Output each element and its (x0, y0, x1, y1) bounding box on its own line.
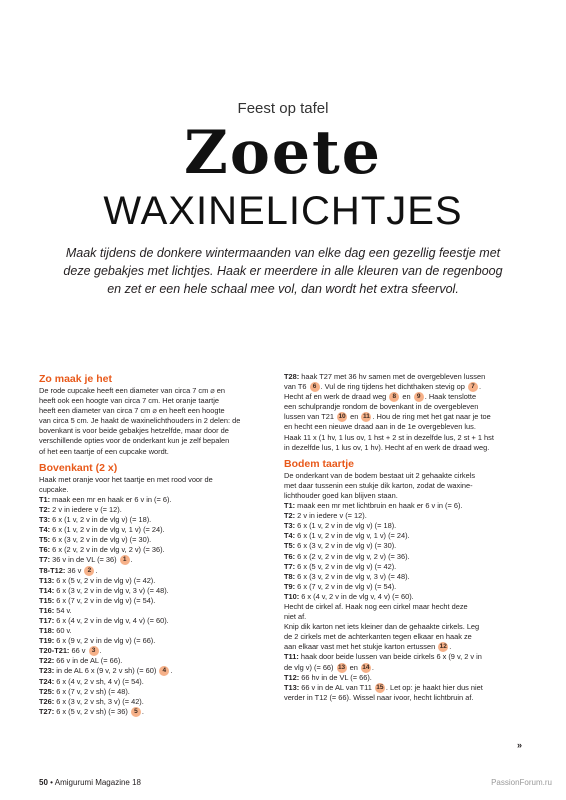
text-line: een schulprandje rondom de bovenkant in de overgebleven (284, 402, 479, 412)
pattern-row (39, 656, 272, 666)
text-line (284, 652, 520, 662)
row-text: 6 x (3 v, 2 v in de vlg v) (= 30). (52, 535, 152, 545)
bodem-intro (284, 471, 520, 501)
row-text: en (402, 392, 411, 402)
row-text: 6 x (9 v, 2 v in de vlg v) (= 66). (56, 636, 156, 646)
row-text: 66 v in de AL (= 66). (56, 656, 123, 666)
row-text: 66 v in de AL van T11 (301, 682, 372, 692)
row-label: T3: (39, 515, 51, 525)
row-label: T2: (39, 504, 51, 514)
watermark: PassionForum.ru (491, 778, 552, 787)
pattern-row: T8-T12: 36 v 2 . (39, 565, 98, 575)
step-badge: 4 (159, 666, 169, 676)
pattern-row (284, 582, 520, 592)
pattern-row (39, 677, 272, 687)
pattern-row (39, 586, 272, 596)
intro-text: Maak tijdens de donkere wintermaanden van elke dag een gezellig feestje met deze gebakjes met lichtjes. Haak er meerdere in alle kleuren van de regenboog en zet er een hele schaal mee vol, dan wordt het extra sfeervol. (63, 246, 503, 296)
pattern-row (284, 572, 520, 582)
row-text: haak T27 met 36 hv samen met de overgebleven lussen (301, 372, 486, 381)
step-badge: 9 (414, 392, 424, 402)
text-line: De onderkant van de bodem bestaat uit 2 gehaakte cirkels (284, 470, 476, 480)
row-label: T10: (284, 591, 300, 601)
row-text: 6 x (7 v, 2 v in de vlg v) (= 54). (56, 595, 156, 605)
step-badge: 14 (362, 663, 370, 671)
row-text: 6 x (7 v, 2 v sh) (= 48). (56, 686, 130, 696)
pattern-row (284, 521, 520, 531)
row-label: T7: (39, 555, 51, 565)
row-label: T18: (39, 626, 55, 636)
row-label: T11: (284, 652, 299, 662)
row-text: 6 x (3 v, 2 v sh, 3 v) (= 42). (56, 696, 144, 706)
row-label: T14: (39, 585, 55, 595)
text-line: van circa 5 cm. Je haakt de waxinelichthouders in 2 delen: de (39, 416, 241, 426)
pattern-row (284, 541, 520, 551)
text-line: in dezelfde lus, 1 lus ov, 1 hv). Hecht af en werk de draad weg. (284, 442, 490, 452)
row-label: T8-T12: (39, 565, 66, 575)
footer-bullet: • (50, 778, 53, 787)
row-text: . Hou de ring met het gat naar je toe (372, 412, 491, 422)
row-text: 6 x (3 v, 2 v in de vlg v, 3 v) (= 48). (56, 585, 169, 595)
pattern-row: T20-T21: 66 v 3 . (39, 646, 102, 656)
text-line: en hecht een nieuwe draad aan in de 1e overgebleven lus. (284, 422, 476, 432)
row-label: T5: (39, 535, 51, 545)
row-label: T22: (39, 656, 55, 666)
row-text: 6 x (7 v, 2 v in de vlg v) (= 54). (297, 581, 397, 591)
row-text: 6 x (1 v, 2 v in de vlg v) (= 18). (52, 515, 152, 525)
continue-arrow: » (517, 740, 523, 750)
step-badge: 5 (131, 707, 141, 717)
row-label: T5: (284, 541, 296, 551)
text-line (284, 412, 520, 422)
row-label: T19: (39, 636, 55, 646)
row-text: 6 x (5 v, 2 v in de vlg v) (= 42). (297, 561, 397, 571)
row-text: 6 x (1 v, 2 v in de vlg v, 1 v) (= 24). (297, 531, 410, 541)
row-label: T16: (39, 605, 55, 615)
row-text: aan elkaar vast met het stukje karton ertussen (284, 642, 436, 652)
step-badge: 7 (468, 382, 478, 392)
pattern-row (39, 576, 272, 586)
row-text: 6 x (3 v, 2 v in de vlg v) (= 30). (297, 541, 397, 551)
pattern-row (284, 501, 520, 511)
pattern-row (39, 525, 272, 535)
heading-bovenkant: Bovenkant (2 x) (39, 461, 118, 474)
row-text: de vlg v) (= 66) (284, 662, 334, 672)
row-text: 54 v. (56, 605, 72, 615)
page-subtitle: WAXINELICHTJES (103, 189, 463, 233)
row-label: T3: (284, 521, 296, 531)
pattern-row: T23: in de AL 6 x (9 v, 2 v sh) (= 60) 4 . (39, 666, 173, 676)
pattern-row: T27: 6 x (5 v, 2 v sh) (= 36) 5 . (39, 706, 144, 716)
row-label: T9: (284, 581, 296, 591)
pattern-row (284, 511, 520, 521)
row-label: T20-T21: (39, 646, 70, 656)
row-text: 66 hv in de VL (= 66). (301, 672, 372, 682)
pattern-row (284, 531, 520, 541)
text-line: de vlg v) (= 66) 13 en 14 . (284, 662, 374, 672)
bodem-rows (284, 501, 520, 602)
text-line: heeft ook een hoogte van circa 7 cm. Het oranje taartje (39, 396, 219, 406)
page-number: 50 (39, 778, 48, 787)
row-text: 6 x (1 v, 2 v in de vlg v, 1 v) (= 24). (52, 525, 165, 535)
text-line: van T6 6 . Vul de ring tijdens het dichthaken stevig op 7 . (284, 382, 482, 392)
text-line: de 2 cirkels met de achterkanten tegen elkaar en haak ze (284, 632, 472, 642)
row-label: T15: (39, 595, 55, 605)
row-label: T2: (284, 511, 296, 521)
text-line: Hecht de cirkel af. Haak nog een cirkel maar hecht deze (284, 601, 468, 611)
pattern-row (39, 535, 272, 545)
row-text: 6 x (2 v, 2 v in de vlg v, 2 v) (= 36). (52, 545, 165, 555)
footer (39, 778, 141, 787)
step-badge: 15 (376, 683, 384, 691)
row-text: in de AL 6 x (9 v, 2 v sh) (= 60) (56, 666, 157, 676)
row-text: 6 x (1 v, 2 v in de vlg v) (= 18). (297, 521, 397, 531)
pattern-row (39, 505, 272, 515)
row-text: 36 v (67, 565, 82, 575)
bovenkant-rows (39, 495, 272, 717)
row-text: . Vul de ring tijdens het dichthaken stevig op (320, 382, 465, 392)
pattern-row (39, 687, 272, 697)
text-line (284, 392, 520, 402)
row-text: Hecht af en werk de draad weg (284, 392, 387, 402)
step-badge: 13 (337, 663, 346, 671)
step-badge: 1 (120, 555, 130, 565)
row-text: 2 v in iedere v (= 12). (297, 511, 367, 521)
row-text: 6 x (3 v, 2 v in de vlg v, 3 v) (= 48). (297, 571, 410, 581)
left-column (39, 372, 272, 717)
text-line: De rode cupcake heeft een diameter van circa 7 cm ⌀ en (39, 386, 226, 395)
row-text: 2 v in iedere v (= 12). (52, 504, 122, 514)
row-label: T27: (39, 706, 55, 716)
step-badge: 3 (89, 646, 99, 656)
row-text: en (350, 412, 359, 422)
text-line: of het een taartje of een cupcake wordt. (39, 446, 169, 456)
text-line: Knip dik karton net iets kleiner dan de gehaakte cirkels. Leg (284, 622, 480, 632)
kicker: Feest op tafel (237, 100, 329, 117)
text-line: verder in T12 (= 66). Wissel naar ivoor, hecht lichtbruin af. (284, 692, 474, 702)
pattern-row (39, 616, 272, 626)
pattern-row: T7: 36 v in de VL (= 36) 1 . (39, 555, 133, 565)
row-text: 6 x (4 v, 2 v in de vlg v, 4 v) (= 60). (301, 591, 414, 601)
text-line: verschillende opties voor de onderkant kun je zelf bepalen (39, 436, 230, 446)
row-text: 66 v (71, 646, 86, 656)
step-badge: 2 (84, 566, 94, 576)
row-label: T12: (284, 672, 300, 682)
row-text: 6 x (2 v, 2 v in de vlg v, 2 v) (= 36). (297, 551, 410, 561)
text-line: niet af. (284, 612, 307, 622)
text-line: Haak met oranje voor het taartje en met rood voor de (39, 474, 213, 484)
step-badge: 6 (310, 382, 320, 392)
text-line: aan elkaar vast met het stukje karton ertussen 12 . (284, 642, 452, 652)
row-label: T13: (39, 575, 55, 585)
row-text: maak een mr met lichtbruin en haak er 6 v in (= 6). (297, 501, 463, 511)
row-text: 6 x (5 v, 2 v sh) (= 36) (56, 706, 128, 716)
row-label: T1: (284, 501, 296, 511)
pattern-row (284, 562, 520, 572)
pattern-row (39, 697, 272, 707)
step-badge: 12 (439, 643, 447, 651)
pattern-row (39, 626, 272, 636)
row-label: T26: (39, 696, 55, 706)
text-line: Haak 11 x (1 hv, 1 lus ov, 1 hst + 2 st in dezelfde lus, 2 st + 1 hst (284, 432, 494, 442)
row-label: T6: (284, 551, 296, 561)
step-badge: 11 (362, 413, 370, 421)
t28-paragraph (284, 372, 520, 453)
right-column (284, 372, 520, 703)
row-text: . Haak tenslotte (424, 392, 477, 402)
row-text: lussen van T21 (284, 412, 334, 422)
row-label: T4: (39, 525, 51, 535)
row-text: 6 x (4 v, 2 v in de vlg v, 4 v) (= 60). (56, 615, 169, 625)
pattern-row (284, 592, 520, 602)
row-label: T8: (284, 571, 296, 581)
row-label: T25: (39, 686, 55, 696)
pattern-row (39, 545, 272, 555)
text-line (284, 683, 520, 693)
bodem-after (284, 602, 520, 703)
magazine-name: Amigurumi Magazine 18 (54, 778, 141, 787)
row-text: 36 v in de VL (= 36) (52, 555, 117, 565)
heading-zo-maak-je-het: Zo maak je het (39, 373, 112, 385)
row-label: T28: (284, 372, 300, 381)
row-label: T17: (39, 615, 55, 625)
pattern-row (39, 495, 272, 505)
row-label: T4: (284, 531, 296, 541)
pattern-row (39, 515, 272, 525)
page-title: Zoete (184, 118, 382, 188)
row-text: 6 x (5 v, 2 v in de vlg v) (= 42). (56, 575, 156, 585)
text-line (284, 673, 520, 683)
text-line: bovenkant is voor beide gebakjes hetzelfde, maar door de (39, 426, 229, 436)
pattern-row (39, 636, 272, 646)
row-label: T13: (284, 682, 300, 692)
row-text: en (349, 662, 358, 672)
pattern-row (39, 606, 272, 616)
row-text: . Let op: je haakt hier dus niet (385, 682, 483, 692)
pattern-row (39, 596, 272, 606)
row-text: van T6 (284, 382, 307, 392)
text-line: heeft een diameter van circa 7 cm ⌀ en heeft een hoogte (39, 406, 225, 416)
pattern-row (284, 552, 520, 562)
step-badge: 8 (389, 392, 399, 402)
text-line: met daar tussenin een stukje dik karton, zodat de waxine- (284, 480, 473, 490)
intro-paragraph (39, 386, 272, 457)
row-text: haak door beide lussen van beide cirkels 6 x (9 v, 2 v in (300, 652, 482, 662)
heading-bodem-taartje: Bodem taartje (284, 457, 355, 470)
row-text: maak een mr en haak er 6 v in (= 6). (52, 494, 172, 504)
bovenkant-intro (39, 475, 272, 495)
row-label: T7: (284, 561, 296, 571)
text-line: lichthouder goed kan blijven staan. (284, 490, 398, 500)
row-text: 6 x (4 v, 2 v sh, 4 v) (= 54). (56, 676, 144, 686)
row-label: T24: (39, 676, 55, 686)
row-label: T1: (39, 494, 51, 504)
row-label: T6: (39, 545, 51, 555)
row-label: T23: (39, 666, 55, 676)
row-text: 60 v. (56, 626, 72, 636)
step-badge: 10 (338, 413, 346, 421)
text-line: cupcake. (39, 484, 69, 494)
text-line (284, 372, 520, 382)
